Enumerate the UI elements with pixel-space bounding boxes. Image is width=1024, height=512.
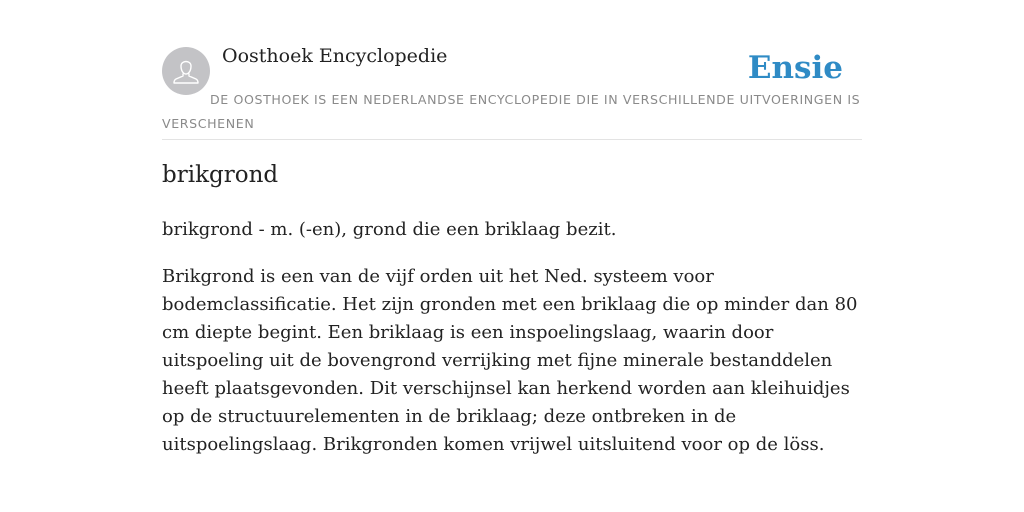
header-divider [162, 139, 862, 140]
entry-body: Brikgrond is een van de vijf orden uit het Ned. systeem voor bodemclassificatie. Het zijn gronden met een briklaag die op minder dan 80 cm diepte begint. Een briklaag is een inspoelingslaag, waarin door uitspoeling uit de bovengrond verrijking met fijne minerale bestanddelen heeft plaatsgevonden. Dit verschijnsel kan herkend worden aan kleihuidjes op de structuurelementen in de briklaag; deze ontbreken in de uitspoelingslaag. Brikgronden komen vrijwel uitsluitend voor op de löss. [162, 266, 858, 455]
page-content [162, 0, 862, 512]
brand-logo[interactable]: Ensie [747, 50, 843, 86]
source-title[interactable]: Oosthoek Encyclopedie [222, 45, 448, 67]
entry-title: brikgrond [162, 162, 279, 188]
entry-definition: brikgrond - m. (-en), grond die een briklaag bezit. [162, 219, 617, 240]
source-description: DE OOSTHOEK IS EEN NEDERLANDSE ENCYCLOPEDIE DIE IN VERSCHILLENDE UITVOERINGEN IS VERSCHENEN [162, 92, 861, 131]
